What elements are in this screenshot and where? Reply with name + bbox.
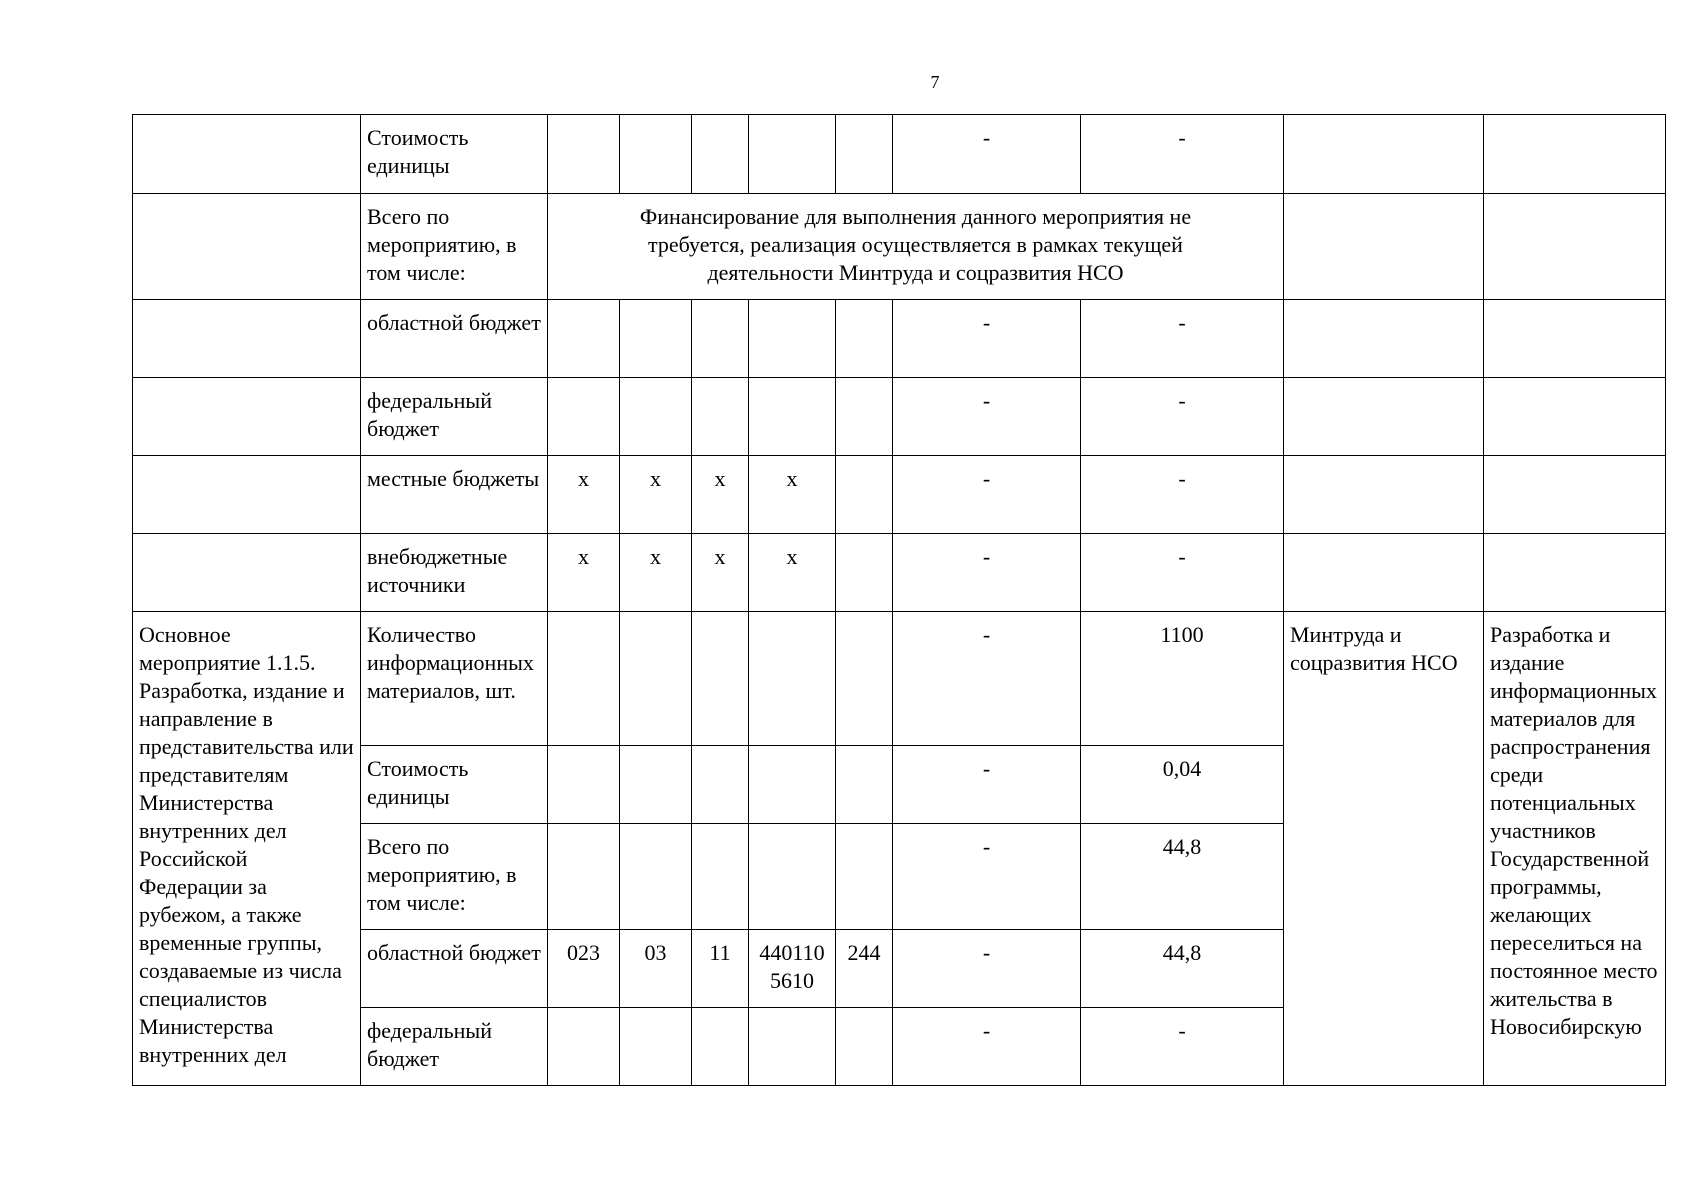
executor-cell [1284, 194, 1484, 300]
indicator-cell: местные бюджеты [361, 456, 548, 534]
result-cell [1484, 194, 1666, 300]
indicator-cell: Всего по мероприятию, в том числе: [361, 194, 548, 300]
event-cell [133, 534, 361, 612]
grbs-cell [548, 746, 620, 824]
rz-cell: 03 [620, 930, 692, 1008]
indicator-cell: Количество информационных материалов, шт. [361, 612, 548, 746]
pr-cell [692, 378, 749, 456]
year2-cell: 44,8 [1081, 824, 1284, 930]
year2-cell: - [1081, 115, 1284, 194]
csr-cell: х [749, 456, 836, 534]
event-cell [133, 194, 361, 300]
pr-cell [692, 612, 749, 746]
year1-cell: - [893, 378, 1081, 456]
vr-cell [836, 1008, 893, 1086]
year2-cell: - [1081, 456, 1284, 534]
year1-cell: - [893, 612, 1081, 746]
vr-cell [836, 300, 893, 378]
rz-cell [620, 824, 692, 930]
rz-cell [620, 746, 692, 824]
rz-cell: х [620, 456, 692, 534]
table-row [133, 194, 1666, 300]
vr-cell [836, 456, 893, 534]
grbs-cell: х [548, 456, 620, 534]
year2-cell: 1100 [1081, 612, 1284, 746]
table-row [133, 115, 1666, 194]
pr-cell [692, 300, 749, 378]
grbs-cell [548, 115, 620, 194]
csr-cell [749, 746, 836, 824]
csr-cell [749, 824, 836, 930]
vr-cell [836, 378, 893, 456]
grbs-cell [548, 300, 620, 378]
event-cell [133, 115, 361, 194]
event-cell [133, 378, 361, 456]
table-row [133, 456, 1666, 534]
year1-cell: - [893, 1008, 1081, 1086]
table-row [133, 534, 1666, 612]
csr-cell [749, 300, 836, 378]
year2-cell: - [1081, 1008, 1284, 1086]
year1-cell: - [893, 300, 1081, 378]
executor-cell [1284, 300, 1484, 378]
indicator-cell: областной бюджет [361, 300, 548, 378]
year1-cell: - [893, 746, 1081, 824]
year1-cell: - [893, 824, 1081, 930]
result-cell [1484, 378, 1666, 456]
grbs-cell: 023 [548, 930, 620, 1008]
year2-cell: 0,04 [1081, 746, 1284, 824]
vr-cell [836, 612, 893, 746]
rz-cell [620, 1008, 692, 1086]
vr-cell [836, 115, 893, 194]
grbs-cell: х [548, 534, 620, 612]
csr-cell: х [749, 534, 836, 612]
result-cell [1484, 456, 1666, 534]
csr-cell [749, 115, 836, 194]
result-cell [1484, 300, 1666, 378]
vr-cell: 244 [836, 930, 893, 1008]
indicator-cell: внебюджетные источники [361, 534, 548, 612]
table-row [133, 612, 1666, 746]
table-row [133, 300, 1666, 378]
page-number: 7 [930, 72, 940, 92]
pr-cell [692, 115, 749, 194]
grbs-cell [548, 824, 620, 930]
result-cell [1484, 115, 1666, 194]
table-row [133, 378, 1666, 456]
executor-cell [1284, 456, 1484, 534]
indicator-cell: федеральный бюджет [361, 1008, 548, 1086]
pr-cell: х [692, 456, 749, 534]
year1-cell: - [893, 115, 1081, 194]
rz-cell [620, 115, 692, 194]
event-cell: Основное мероприятие 1.1.5. Разработка, издание и направление в представительства или представителям Министерства внутренних дел Российской Федерации за рубежом, а также временные группы, создаваемые из числа специалистов Министерства внутренних дел [133, 612, 361, 1086]
executor-cell: Минтруда и соцразвития НСО [1284, 612, 1484, 1086]
indicator-cell: Стоимость единицы [361, 115, 548, 194]
year2-cell: - [1081, 300, 1284, 378]
pr-cell: х [692, 534, 749, 612]
result-cell [1484, 534, 1666, 612]
executor-cell [1284, 115, 1484, 194]
executor-cell [1284, 378, 1484, 456]
pr-cell [692, 746, 749, 824]
year1-cell: - [893, 930, 1081, 1008]
program-table [132, 114, 1666, 1086]
grbs-cell [548, 612, 620, 746]
indicator-cell: федеральный бюджет [361, 378, 548, 456]
indicator-cell: областной бюджет [361, 930, 548, 1008]
csr-cell [749, 378, 836, 456]
vr-cell [836, 746, 893, 824]
vr-cell [836, 534, 893, 612]
year2-cell: 44,8 [1081, 930, 1284, 1008]
rz-cell: х [620, 534, 692, 612]
financing-note: Финансирование для выполнения данного мероприятия не требуется, реализация осуществляется в рамках текущей деятельности Минтруда и соцразвития НСО [548, 194, 1284, 300]
rz-cell [620, 378, 692, 456]
grbs-cell [548, 1008, 620, 1086]
event-cell [133, 300, 361, 378]
vr-cell [836, 824, 893, 930]
csr-cell [749, 1008, 836, 1086]
pr-cell [692, 824, 749, 930]
result-cell: Разработка и издание информационных материалов для распространения среди потенциальных участников Государственной программы, желающих переселиться на постоянное место жительства в Новосибирскую [1484, 612, 1666, 1086]
pr-cell: 11 [692, 930, 749, 1008]
indicator-cell: Всего по мероприятию, в том числе: [361, 824, 548, 930]
year2-cell: - [1081, 534, 1284, 612]
year1-cell: - [893, 456, 1081, 534]
indicator-cell: Стоимость единицы [361, 746, 548, 824]
year1-cell: - [893, 534, 1081, 612]
pr-cell [692, 1008, 749, 1086]
csr-cell: 4401105610 [749, 930, 836, 1008]
executor-cell [1284, 534, 1484, 612]
rz-cell [620, 300, 692, 378]
csr-cell [749, 612, 836, 746]
event-cell [133, 456, 361, 534]
grbs-cell [548, 378, 620, 456]
rz-cell [620, 612, 692, 746]
year2-cell: - [1081, 378, 1284, 456]
